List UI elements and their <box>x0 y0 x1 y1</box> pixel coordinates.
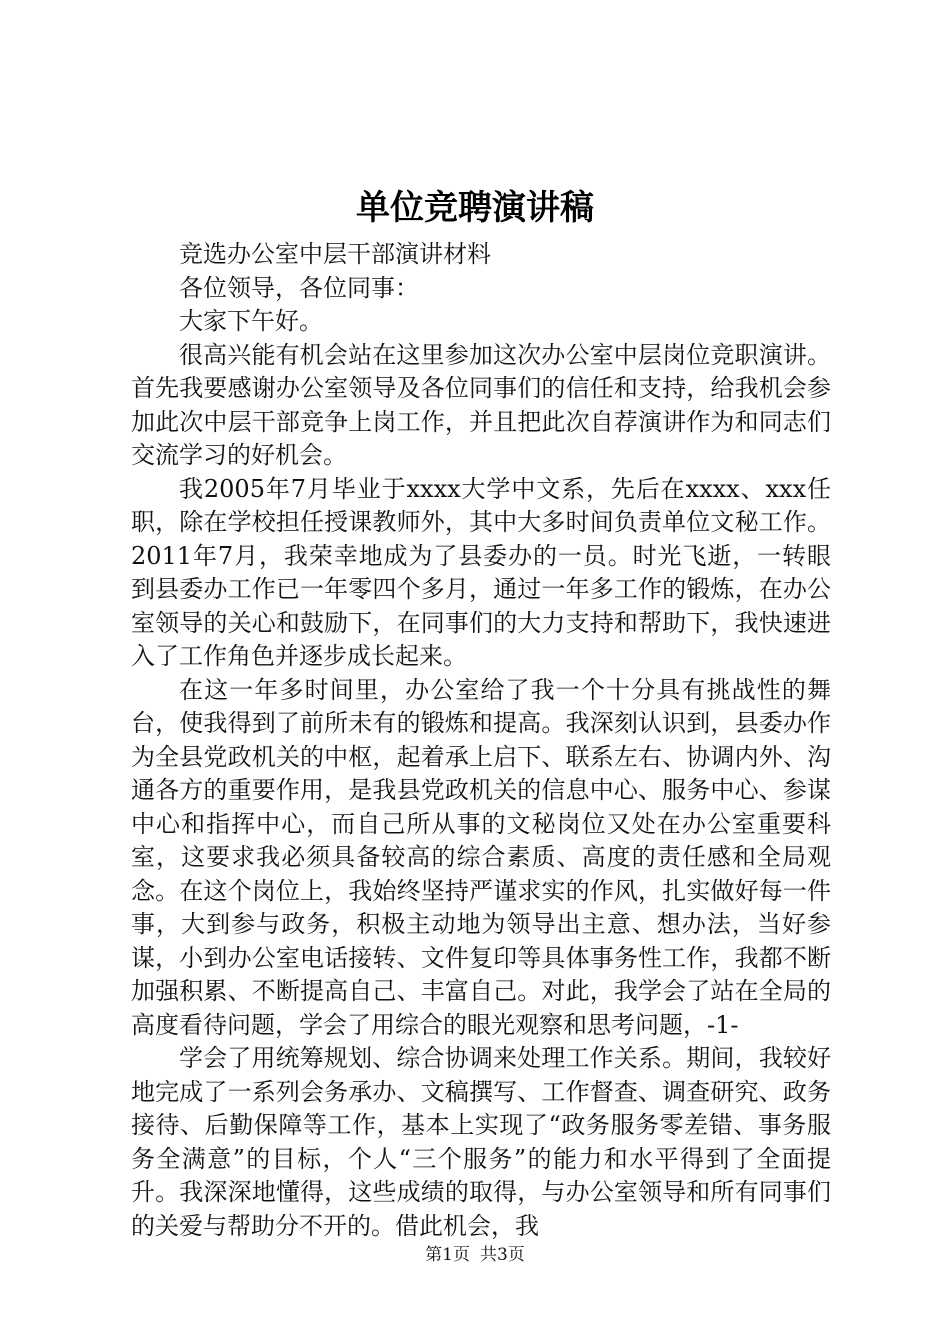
document-body <box>131 238 831 1243</box>
document-title: 单位竞聘演讲稿 <box>356 188 594 228</box>
body-paragraph: 很高兴能有机会站在这里参加这次办公室中层岗位竞职演讲。首先我要感谢办公室领导及各位同事们的信任和支持，给我机会参加此次中层干部竞争上岗工作，并且把此次自荐演讲作为和同志们交流学习的好机会。 <box>131 340 831 469</box>
body-paragraph: 学会了用统筹规划、综合协调来处理工作关系。期间，我较好地完成了一系列会务承办、文稿撰写、工作督查、调查研究、政务接待、后勤保障等工作，基本上实现了“政务服务零差错、事务服务全满意”的目标，个人“三个服务”的能力和水平得到了全面提升。我深深地懂得，这些成绩的取得，与办公室领导和所有同事们的关爱与帮助分不开的。借此机会，我 <box>131 1044 831 1240</box>
page-total: 共3页 <box>480 1245 525 1265</box>
subtitle-paragraph: 竞选办公室中层干部演讲材料 <box>179 240 491 268</box>
page-footer <box>0 1244 950 1266</box>
page-number: 第1页 <box>425 1245 470 1265</box>
body-paragraph: 我2005年7月毕业于xxxx大学中文系，先后在xxxx、xxx任职，除在学校担任授课教师外，其中大多时间负责单位文秘工作。2011年7月，我荣幸地成为了县委办的一员。时光飞逝，一转眼到县委办工作已一年零四个多月，通过一年多工作的锻炼，在办公室领导的关心和鼓励下，在同事们的大力支持和帮助下，我快速进入了工作角色并逐步成长起来。 <box>131 474 831 670</box>
body-paragraph: 在这一年多时间里，办公室给了我一个十分具有挑战性的舞台，使我得到了前所未有的锻炼和提高。我深刻认识到，县委办作为全县党政机关的中枢，起着承上启下、联系左右、协调内外、沟通各方的重要作用，是我县党政机关的信息中心、服务中心、参谋中心和指挥中心，而自己所从事的文秘岗位又处在办公室重要科室，这要求我必须具备较高的综合素质、高度的责任感和全局观念。在这个岗位上，我始终坚持严谨求实的作风，扎实做好每一件事，大到参与政务，积极主动地为领导出主意、想办法，当好参谋，小到办公室电话接转、文件复印等具体事务性工作，我都不断加强积累、不断提高自己、丰富自己。对此，我学会了站在全局的高度看待问题，学会了用综合的眼光观察和思考问题，-1- <box>131 675 831 1039</box>
salutation-paragraph: 各位领导，各位同事： <box>179 273 419 302</box>
greeting-paragraph: 大家下午好。 <box>179 307 323 335</box>
